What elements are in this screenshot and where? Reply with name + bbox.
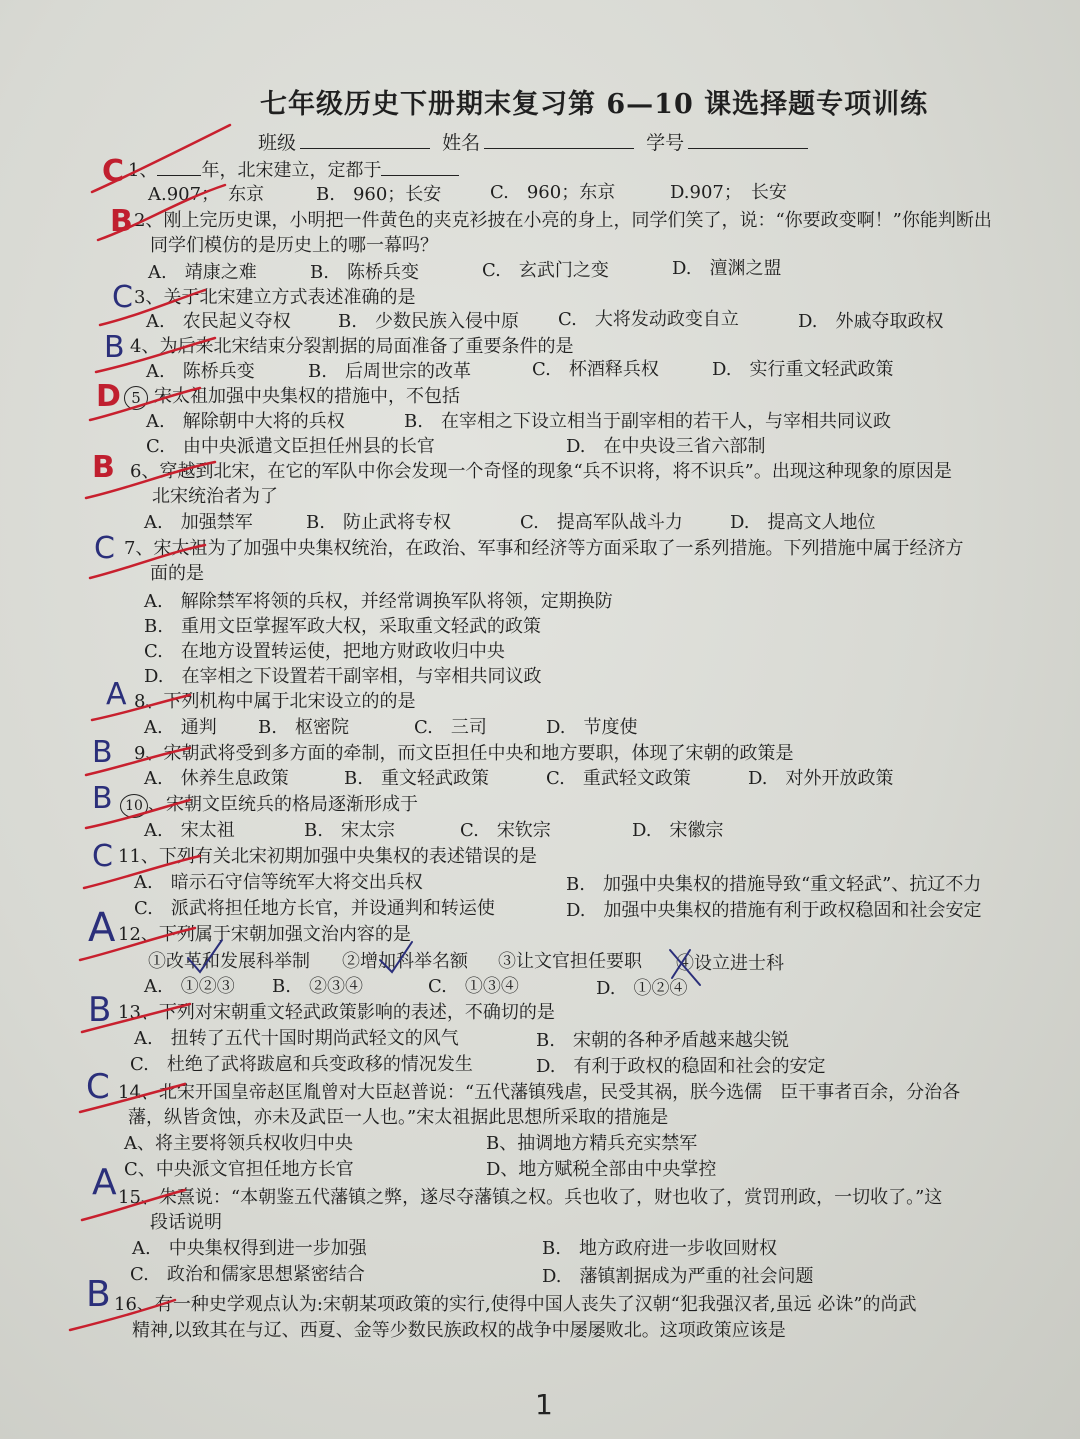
q4-option-d: D. 实行重文轻武政策	[712, 359, 894, 380]
q6-option-d: D. 提高文人地位	[730, 512, 876, 533]
question-5: 宋太祖加强中央集权的措施中，不包括	[154, 386, 460, 407]
q7-option-a: A. 解除禁军将领的兵权，并经常调换军队将领，定期换防	[144, 591, 613, 612]
q12-item-2: ②增加科举名额	[342, 951, 468, 972]
q1-number: 1、	[128, 160, 158, 181]
q15-option-b: B. 地方政府进一步收回财权	[542, 1238, 777, 1259]
q5-option-b: B. 在宰相之下设立相当于副宰相的若干人，与宰相共同议政	[404, 411, 891, 432]
q10-option-a: A. 宋太祖	[144, 820, 235, 841]
number-label: 学号	[646, 132, 685, 154]
name-label: 姓名	[442, 132, 481, 154]
q11-option-b: B. 加强中央集权的措施导致“重文轻武”、抗辽不力	[566, 874, 982, 895]
question-14-cont: 藩，纵皆贪蚀，亦未及武臣一人也。”宋太祖据此思想所采取的措施是	[128, 1107, 669, 1128]
class-blank	[300, 132, 430, 149]
question-12: 12、下列属于宋朝加强文治内容的是	[118, 924, 411, 945]
answer-mark-q13: B	[88, 990, 112, 1030]
answer-mark-q12: A	[88, 905, 116, 951]
q5-option-a: A. 解除朝中大将的兵权	[146, 411, 345, 432]
answer-mark-q3: C	[112, 280, 133, 315]
question-7: 7、宋太祖为了加强中央集权统治，在政治、军事和经济等方面采取了一系列措施。下列措施中属于经济方	[124, 538, 964, 559]
question-10: 、宋朝文臣统兵的格局逐渐形成于	[148, 794, 418, 815]
question-3: 3、关于北宋建立方式表述准确的是	[134, 287, 416, 308]
q13-option-a: A. 扭转了五代十国时期尚武轻文的风气	[134, 1028, 459, 1049]
q2-option-c: C. 玄武门之变	[482, 260, 609, 281]
question-13: 13、下列对宋朝重文轻武政策影响的表述，不确切的是	[118, 1002, 555, 1023]
q1-option-b: B. 960；长安	[316, 184, 442, 205]
answer-mark-q6: B	[92, 450, 115, 485]
name-blank	[484, 132, 634, 149]
q15-option-d: D. 藩镇割据成为严重的社会问题	[542, 1266, 814, 1287]
q1-text: 年，北宋建立，定都于	[201, 160, 382, 181]
answer-mark-q5: D	[96, 379, 121, 414]
q6-option-b: B. 防止武将专权	[306, 512, 451, 533]
question-7-cont: 面的是	[150, 563, 204, 584]
question-2-cont: 同学们模仿的是历史上的哪一幕吗？	[150, 235, 438, 256]
page-title: 七年级历史下册期末复习第 6—10 课选择题专项训练	[260, 89, 929, 120]
q10-option-d: D. 宋徽宗	[632, 820, 724, 841]
q12-item-3: ③让文官担任要职	[498, 951, 642, 972]
q9-option-b: B. 重文轻武政策	[344, 768, 489, 789]
q14-option-a: A、将主要将领兵权收归中央	[124, 1133, 353, 1154]
q2-option-d: D. 澶渊之盟	[672, 258, 782, 279]
q13-option-c: C. 杜绝了武将跋扈和兵变政移的情况发生	[130, 1054, 473, 1075]
class-label: 班级	[258, 132, 297, 154]
q11-option-a: A. 暗示石守信等统军大将交出兵权	[134, 872, 423, 893]
q9-option-a: A. 休养生息政策	[144, 768, 289, 789]
q13-option-d: D. 有利于政权的稳固和社会的安定	[536, 1056, 826, 1077]
q10-circled-number: 10	[120, 794, 148, 818]
answer-mark-q9: B	[92, 735, 113, 770]
q6-option-a: A. 加强禁军	[144, 512, 253, 533]
answer-mark-q15: A	[92, 1162, 117, 1203]
q8-option-d: D. 节度使	[546, 717, 638, 738]
question-16-cont: 精神,以致其在与辽、西夏、金等少数民族政权的战争中屡屡败北。这项政策应该是	[132, 1320, 786, 1341]
q12-item-1: ①改革和发展科举制	[148, 951, 310, 972]
q2-option-b: B. 陈桥兵变	[310, 262, 419, 283]
student-info	[258, 128, 814, 155]
q4-option-a: A. 陈桥兵变	[146, 361, 255, 382]
number-blank	[688, 132, 808, 149]
q8-option-c: C. 三司	[414, 717, 487, 738]
q13-option-b: B. 宋朝的各种矛盾越来越尖锐	[536, 1030, 789, 1051]
q3-option-c: C. 大将发动政变自立	[558, 309, 739, 330]
q14-option-b: B、抽调地方精兵充实禁军	[486, 1133, 698, 1154]
answer-mark-q7: C	[94, 531, 115, 566]
answer-mark-q1: C	[102, 154, 125, 189]
q14-option-c: C、中央派文官担任地方长官	[124, 1159, 354, 1180]
q15-option-c: C. 政治和儒家思想紧密结合	[130, 1264, 365, 1285]
question-9: 9、宋朝武将受到多方面的牵制，而文臣担任中央和地方要职，体现了宋朝的政策是	[134, 743, 794, 764]
question-6: 6、穿越到北宋，在它的军队中你会发现一个奇怪的现象“兵不识将，将不识兵”。出现这种现象的原因是	[130, 461, 952, 482]
q1-blank-capital	[381, 160, 459, 176]
q8-option-b: B. 枢密院	[258, 717, 349, 738]
q10-option-b: B. 宋太宗	[304, 820, 395, 841]
answer-mark-q11: C	[92, 839, 113, 874]
answer-mark-q4: B	[104, 330, 125, 365]
q10-option-c: C. 宋钦宗	[460, 820, 551, 841]
q14-option-d: D、地方赋税全部由中央掌控	[486, 1159, 717, 1180]
answer-mark-q10: B	[92, 781, 113, 816]
q4-option-c: C. 杯酒释兵权	[532, 359, 659, 380]
q3-option-a: A. 农民起义夺权	[146, 311, 291, 332]
q5-circled-number: 5	[124, 386, 148, 410]
q9-option-c: C. 重武轻文政策	[546, 768, 691, 789]
q1-option-a: A.907； 东京	[148, 184, 265, 205]
question-6-cont: 北宋统治者为了	[152, 486, 278, 507]
q11-option-c: C. 派武将担任地方长官，并设通判和转运使	[134, 898, 495, 919]
q12-option-d: D. ①②④	[596, 978, 688, 999]
q2-option-a: A. 靖康之难	[148, 262, 257, 283]
answer-mark-q14: C	[86, 1067, 110, 1107]
question-15: 15、朱熹说：“本朝鉴五代藩镇之弊，遂尽夺藩镇之权。兵也收了，财也收了，赏罚刑政，一切收了。”这	[118, 1187, 943, 1208]
q12-option-c: C. ①③④	[428, 976, 519, 997]
question-8: 8、下列机构中属于北宋设立的的是	[134, 691, 416, 712]
q8-option-a: A. 通判	[144, 717, 217, 738]
q12-item-4: ④设立进士科	[676, 953, 784, 974]
q11-option-d: D. 加强中央集权的措施有利于政权稳固和社会安定	[566, 900, 982, 921]
q6-option-c: C. 提高军队战斗力	[520, 512, 683, 533]
q5-option-c: C. 由中央派遣文臣担任州县的长官	[146, 436, 435, 457]
q1-blank-year	[157, 160, 201, 176]
page-number: 1	[535, 1388, 553, 1421]
q15-option-a: A. 中央集权得到进一步加强	[132, 1238, 367, 1259]
q5-option-d: D. 在中央设三省六部制	[566, 436, 766, 457]
q9-option-d: D. 对外开放政策	[748, 768, 894, 789]
q3-option-b: B. 少数民族入侵中原	[338, 311, 519, 332]
q7-option-c: C. 在地方设置转运使，把地方财政收归中央	[144, 641, 505, 662]
q12-option-a: A. ①②③	[144, 976, 235, 997]
question-1	[128, 160, 459, 182]
answer-mark-q16: B	[86, 1274, 111, 1315]
answer-mark-q8: A	[106, 677, 127, 712]
question-16: 16、有一种史学观点认为:宋朝某项政策的实行,使得中国人丧失了汉朝“犯我强汉者,虽远 必诛”的尚武	[114, 1294, 917, 1315]
q3-option-d: D. 外戚夺取政权	[798, 311, 944, 332]
q7-option-b: B. 重用文臣掌握军政大权，采取重文轻武的政策	[144, 616, 541, 637]
q1-option-d: D.907； 长安	[670, 182, 787, 203]
q12-option-b: B. ②③④	[272, 976, 363, 997]
question-4: 4、为后来北宋结束分裂割据的局面准备了重要条件的是	[130, 336, 574, 357]
question-2: 2、刚上完历史课，小明把一件黄色的夹克衫披在小亮的身上，同学们笑了，说：“你要政变啊！”你能判断出	[134, 210, 992, 231]
question-15-cont: 段话说明	[150, 1212, 222, 1233]
q4-option-b: B. 后周世宗的改革	[308, 361, 471, 382]
q1-option-c: C. 960；东京	[490, 182, 616, 203]
q7-option-d: D. 在宰相之下设置若干副宰相，与宰相共同议政	[144, 666, 542, 687]
question-11: 11、下列有关北宋初期加强中央集权的表述错误的是	[118, 846, 537, 867]
answer-mark-q2: B	[110, 204, 133, 239]
question-14: 14、北宋开国皇帝赵匡胤曾对大臣赵普说：“五代藩镇残虐，民受其祸，朕今选儒 臣干事者百余，分治各	[118, 1082, 961, 1103]
